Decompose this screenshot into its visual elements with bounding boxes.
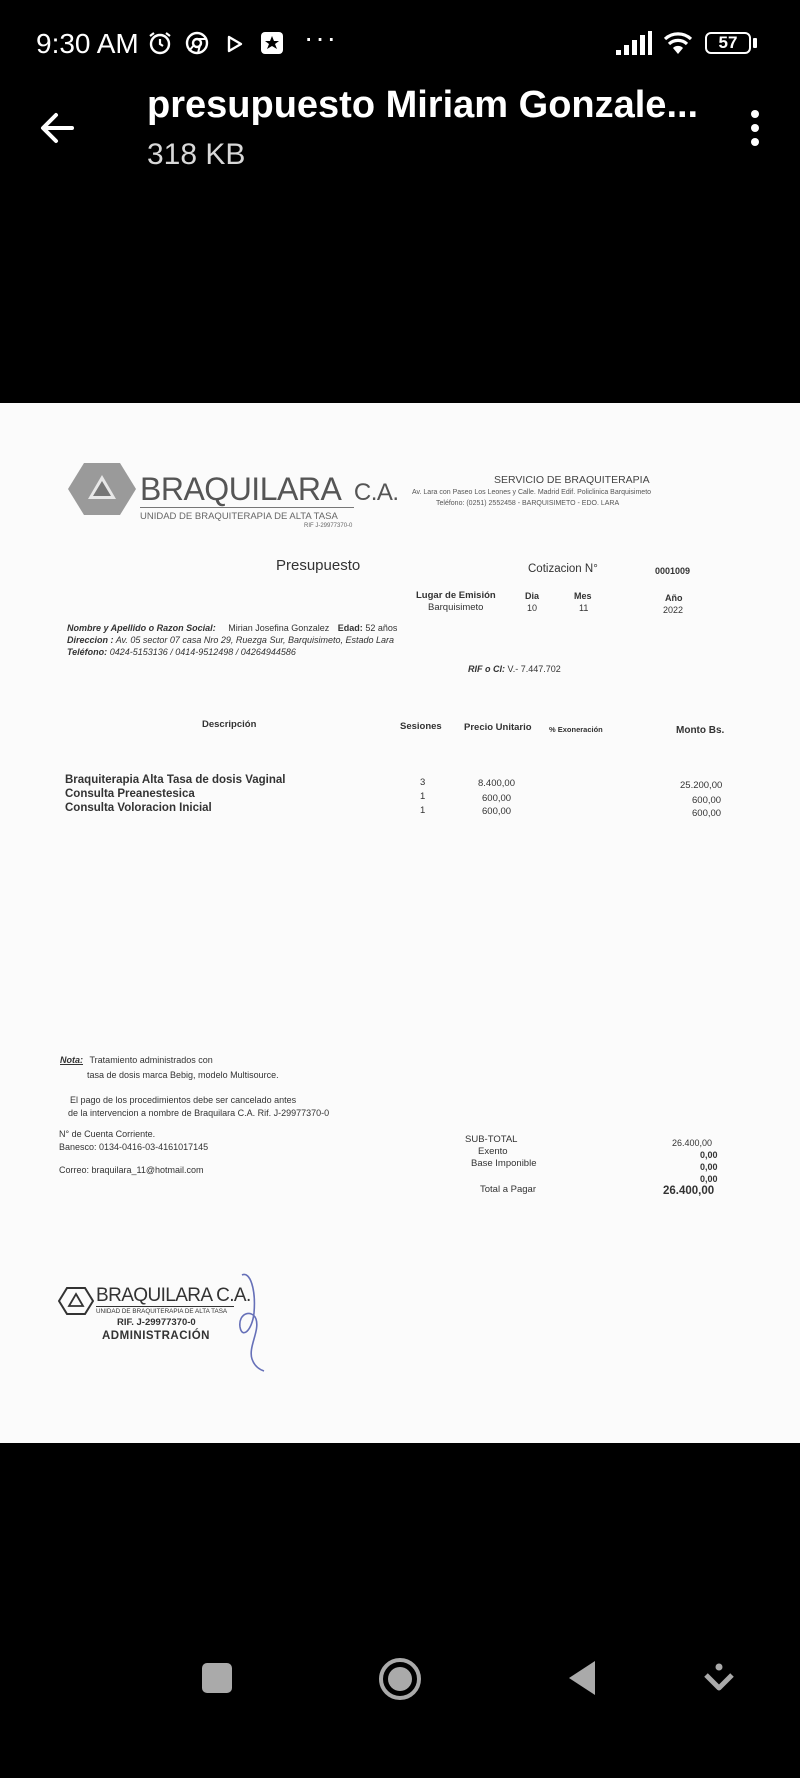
dia-label: Dia — [525, 591, 540, 601]
battery-cap — [753, 38, 757, 48]
signature — [230, 1269, 270, 1373]
navigation-bar — [0, 1660, 800, 1778]
row-description: Braquiterapia Alta Tasa de dosis Vaginal — [65, 774, 286, 786]
patient-name-label: Nombre y Apellido o Razon Social: — [67, 623, 216, 633]
row-sessions: 1 — [420, 805, 426, 816]
patient-name: Mirian Josefina Gonzalez — [228, 623, 330, 633]
col-precio: Precio Unitario — [464, 722, 532, 733]
payment-note-2: de la intervencion a nombre de Braquilara C.A. Rif. J-29977370-0 — [68, 1108, 330, 1118]
collapse-nav-icon[interactable] — [703, 1662, 735, 1694]
cotizacion-label: Cotizacion N° — [528, 563, 598, 575]
brand-tagline: UNIDAD DE BRAQUITERAPIA DE ALTA TASA — [140, 511, 338, 522]
patient-rif-line — [468, 664, 561, 674]
mes-value: 11 — [579, 603, 589, 613]
battery-icon — [705, 32, 751, 54]
play-icon — [225, 34, 245, 54]
back-arrow-icon[interactable] — [34, 104, 82, 152]
extra-value: 0,00 — [700, 1174, 718, 1184]
note-label: Nota: — [60, 1055, 83, 1065]
chrome-icon — [185, 31, 209, 55]
service-phone: Teléfono: (0251) 2552458 - BARQUISIMETO - EDO. LARA — [436, 500, 620, 507]
patient-rif: V.- 7.447.702 — [507, 664, 561, 674]
brand-name-text: BRAQUILARA — [140, 471, 340, 507]
status-time: 9:30 AM — [36, 28, 139, 59]
subtotal-label: SUB-TOTAL — [465, 1134, 518, 1145]
stamp-dept: ADMINISTRACIÓN — [102, 1330, 210, 1342]
ano-value: 2022 — [663, 605, 684, 615]
col-sesiones: Sesiones — [400, 721, 442, 732]
service-title: SERVICIO DE BRAQUITERAPIA — [494, 474, 650, 486]
signal-icon — [615, 30, 653, 56]
patient-phone: 0424-5153136 / 0414-9512498 / 04264944586 — [109, 647, 296, 657]
lugar-label: Lugar de Emisión — [416, 590, 496, 601]
subtotal-value: 26.400,00 — [672, 1138, 713, 1148]
patient-age: 52 años — [365, 623, 398, 633]
home-button[interactable] — [377, 1656, 423, 1702]
row-amount: 600,00 — [692, 795, 722, 806]
braquilara-logo-icon — [66, 461, 138, 517]
payment-note-1: El pago de los procedimientos debe ser cancelado antes — [70, 1095, 297, 1105]
patient-age-label: Edad: — [337, 623, 363, 633]
service-address: Av. Lara con Paseo Los Leones y Calle. Madrid Edif. Policlinica Barquisimeto — [412, 489, 652, 496]
brand-rif: RIF J-29977370-0 — [304, 523, 353, 529]
ano-label: Año — [665, 593, 683, 603]
base-label: Base Imponible — [471, 1158, 537, 1169]
row-description: Consulta Preanestesica — [65, 788, 195, 800]
patient-phone-label: Teléfono: — [67, 647, 108, 657]
col-monto: Monto Bs. — [676, 725, 725, 736]
alarm-icon — [147, 30, 173, 56]
file-title: presupuesto Miriam Gonzale... — [147, 84, 699, 126]
exento-label: Exento — [478, 1146, 508, 1157]
row-amount: 600,00 — [692, 808, 722, 819]
stamp-tagline: UNIDAD DE BRAQUITERAPIA DE ALTA TASA — [96, 1308, 228, 1315]
row-description: Consulta Voloracion Inicial — [65, 802, 212, 814]
stamp-rif: RIF. J-29977370-0 — [117, 1317, 196, 1328]
note-line-1 — [60, 1055, 213, 1065]
status-bar — [0, 0, 800, 80]
note-text-1: Tratamiento administrados con — [89, 1055, 213, 1065]
dia-value: 10 — [527, 603, 538, 613]
stamp-name: BRAQUILARA C.A. — [96, 1285, 251, 1306]
base-value: 0,00 — [700, 1162, 718, 1172]
more-options-icon[interactable] — [740, 104, 770, 152]
col-descripcion: Descripción — [202, 719, 257, 730]
document-viewer[interactable] — [0, 403, 800, 1443]
cotizacion-number: 0001009 — [655, 566, 691, 576]
account-email: Correo: braquilara_11@hotmail.com — [59, 1165, 204, 1175]
status-overflow: ··· — [304, 22, 338, 53]
col-exoneracion: % Exoneración — [549, 725, 603, 734]
brand-name — [140, 471, 399, 508]
patient-address-line — [67, 635, 394, 645]
patient-address: Av. 05 sector 07 casa Nro 29, Ruezga Sur, Barquisimeto, Estado Lara — [115, 635, 395, 645]
row-sessions: 1 — [420, 791, 426, 802]
account-bank: Banesco: 0134-0416-03-4161017145 — [59, 1142, 209, 1152]
recents-button[interactable] — [200, 1661, 234, 1695]
wifi-icon — [661, 28, 695, 56]
exento-value: 0,00 — [700, 1150, 718, 1160]
total-label: Total a Pagar — [480, 1184, 536, 1195]
total-value: 26.400,00 — [663, 1185, 715, 1197]
patient-address-label: Direccion : — [67, 635, 114, 645]
patient-phone-line — [67, 647, 296, 657]
stamp-logo-icon — [58, 1287, 94, 1315]
row-amount: 25.200,00 — [680, 780, 723, 791]
row-sessions: 3 — [420, 777, 426, 788]
battery-level: 57 — [718, 33, 738, 52]
patient-rif-label: RIF o CI: — [468, 664, 505, 674]
row-price: 8.400,00 — [478, 778, 515, 789]
account-label: N° de Cuenta Corriente. — [59, 1129, 156, 1139]
brand-suffix: C.A. — [353, 479, 399, 506]
document-heading: Presupuesto — [276, 557, 361, 574]
row-price: 600,00 — [482, 806, 512, 817]
back-button[interactable] — [565, 1659, 599, 1697]
mes-label: Mes — [574, 591, 592, 601]
brand-divider — [140, 507, 354, 508]
patient-name-line — [67, 623, 397, 633]
lugar-value: Barquisimeto — [428, 602, 484, 613]
row-price: 600,00 — [482, 793, 512, 804]
star-box-icon — [259, 30, 285, 56]
note-line-2: tasa de dosis marca Bebig, modelo Multisource. — [87, 1070, 279, 1080]
stamp-divider — [96, 1306, 234, 1307]
file-size: 318 KB — [147, 138, 246, 171]
